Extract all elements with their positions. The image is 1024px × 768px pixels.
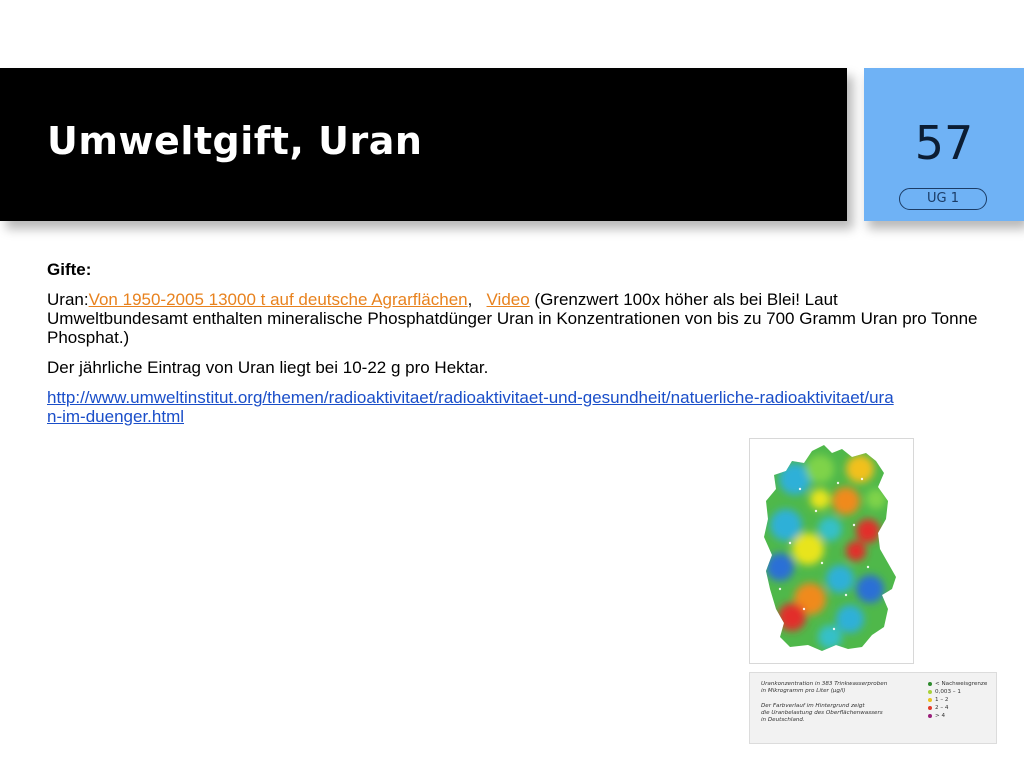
legend-line-2: in Mikrogramm pro Liter (µg/l): [761, 688, 846, 694]
map-legend: [749, 672, 997, 744]
legend-dot-icon: [928, 698, 932, 702]
slide-title: Umweltgift, Uran: [47, 119, 423, 163]
legend-line-4: die Uranbelastung des Oberflächenwassers: [761, 710, 883, 716]
legend-line-3: Der Farbverlauf im Hintergrund zeigt: [761, 703, 865, 709]
legend-dot-icon: [928, 714, 932, 718]
slide-content: [47, 260, 982, 437]
link-separator: ,: [467, 290, 473, 309]
ug-badge: UG 1: [899, 188, 987, 210]
legend-item: < Nachweisgrenze: [928, 681, 987, 687]
germany-uranium-map: [749, 438, 914, 664]
slide-number-panel: [864, 68, 1024, 221]
germany-map-image: [750, 439, 913, 663]
legend-item: 2 – 4: [928, 705, 948, 711]
uran-paragraph: [47, 290, 982, 347]
eintrag-paragraph: Der jährliche Eintrag von Uran liegt bei 10-22 g pro Hektar.: [47, 358, 489, 377]
legend-item: 0,003 – 1: [928, 689, 961, 695]
legend-dot-icon: [928, 682, 932, 686]
content-heading: Gifte:: [47, 260, 92, 279]
legend-line-5: in Deutschland.: [761, 717, 805, 723]
legend-item: > 4: [928, 713, 945, 719]
umweltinstitut-url-link[interactable]: http://www.umweltinstitut.org/themen/radioaktivitaet/radioaktivitaet-und-gesundheit/natuerliche-radioaktivitaet/uran-im-duenger.html: [47, 388, 894, 426]
video-link[interactable]: Video: [486, 290, 530, 309]
legend-item: 1 – 2: [928, 697, 948, 703]
slide-number: 57: [914, 116, 974, 170]
legend-dot-icon: [928, 690, 932, 694]
agrar-link[interactable]: Von 1950-2005 13000 t auf deutsche Agrarflächen: [88, 290, 468, 309]
uran-text: (Grenzwert 100x höher als bei Blei! Laut Umweltbundesamt enthalten mineralische Phosphatdünger Uran in Konzentrationen von bis zu 700 Gramm Uran pro Tonne Phosphat.): [47, 290, 978, 347]
legend-line-1: Urankonzentration in 383 Trinkwasserproben: [761, 681, 888, 687]
legend-dot-icon: [928, 706, 932, 710]
uran-prefix: Uran:: [47, 290, 89, 309]
